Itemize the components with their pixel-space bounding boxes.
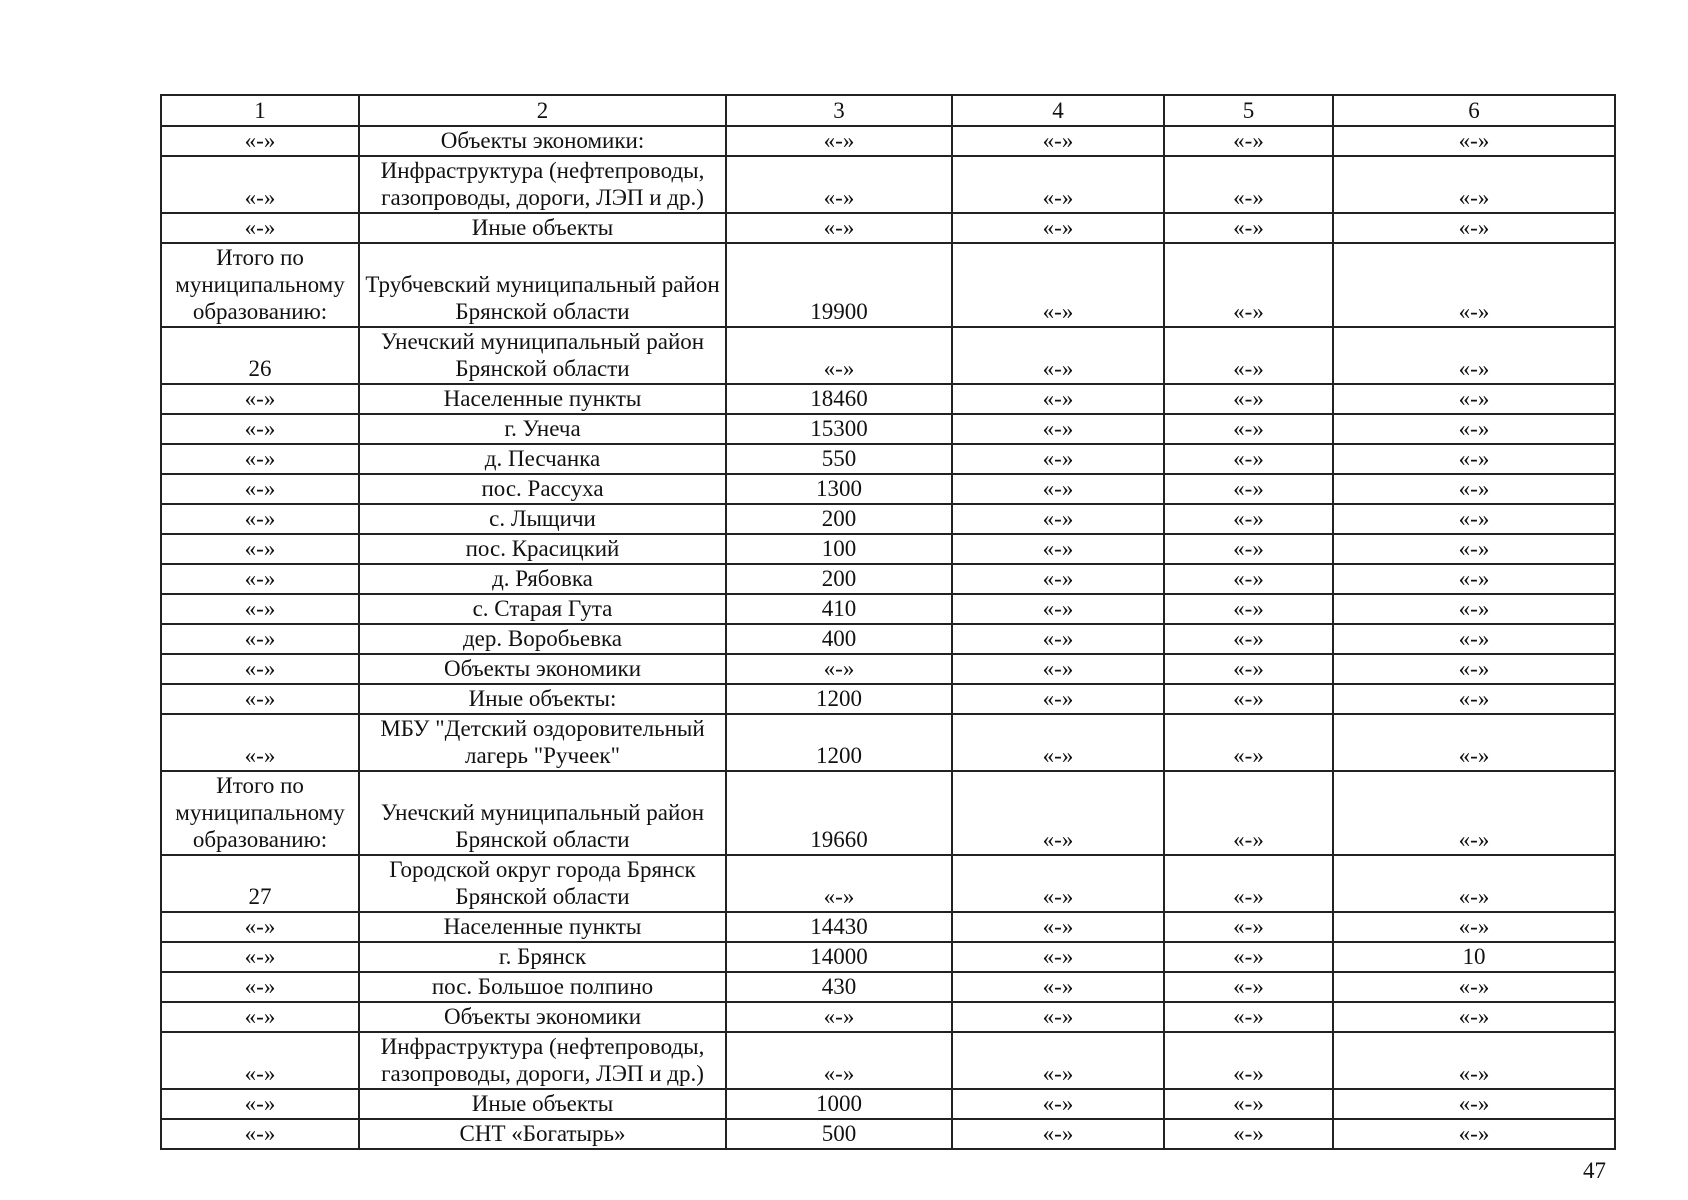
- table-cell-col-5: «-»: [1164, 126, 1333, 156]
- table-cell-col-6: «-»: [1333, 855, 1615, 912]
- table-cell-col-2: пос. Большое полпино: [359, 972, 726, 1002]
- table-cell-col-2: д. Рябовка: [359, 564, 726, 594]
- table-cell-col-4: «-»: [952, 504, 1164, 534]
- table-row: [161, 624, 1615, 654]
- table-cell-col-6: «-»: [1333, 972, 1615, 1002]
- table-cell-col-6: «-»: [1333, 444, 1615, 474]
- table-cell-col-3: 19660: [726, 771, 952, 855]
- table-cell-col-1: «-»: [161, 126, 359, 156]
- table-cell-col-6: «-»: [1333, 594, 1615, 624]
- table-cell-col-3: «-»: [726, 1002, 952, 1032]
- table-cell-col-3: 200: [726, 504, 952, 534]
- table-cell-col-2: Инфраструктура (нефтепроводы, газопроводы, дороги, ЛЭП и др.): [359, 1032, 726, 1089]
- table-cell-col-1: «-»: [161, 564, 359, 594]
- table-cell-col-4: «-»: [952, 534, 1164, 564]
- table-row: [161, 1002, 1615, 1032]
- table-cell-col-4: «-»: [952, 1089, 1164, 1119]
- table-cell-col-3: 1200: [726, 684, 952, 714]
- table-cell-col-6: «-»: [1333, 327, 1615, 384]
- table-cell-col-6: «-»: [1333, 1119, 1615, 1149]
- table-cell-col-6: «-»: [1333, 213, 1615, 243]
- table-cell-col-4: «-»: [952, 327, 1164, 384]
- table-cell-col-4: «-»: [952, 684, 1164, 714]
- table-cell-col-1: «-»: [161, 504, 359, 534]
- table-cell-col-6: «-»: [1333, 654, 1615, 684]
- table-cell-col-1: «-»: [161, 972, 359, 1002]
- table-cell-col-1: «-»: [161, 1119, 359, 1149]
- table-cell-col-5: «-»: [1164, 942, 1333, 972]
- table-cell-col-1: «-»: [161, 534, 359, 564]
- table-cell-col-5: «-»: [1164, 243, 1333, 327]
- table-row: [161, 1119, 1615, 1149]
- table-cell-col-5: «-»: [1164, 654, 1333, 684]
- table-cell-col-6: «-»: [1333, 912, 1615, 942]
- table-row: [161, 504, 1615, 534]
- table-row: [161, 156, 1615, 213]
- table-row: [161, 444, 1615, 474]
- table-cell-col-6: «-»: [1333, 504, 1615, 534]
- table-cell-col-3: 1300: [726, 474, 952, 504]
- table-cell-col-1: 26: [161, 327, 359, 384]
- table-cell-col-4: «-»: [952, 213, 1164, 243]
- table-cell-col-5: «-»: [1164, 1032, 1333, 1089]
- table-cell-col-1: «-»: [161, 594, 359, 624]
- table-cell-col-2: Инфраструктура (нефтепроводы, газопроводы, дороги, ЛЭП и др.): [359, 156, 726, 213]
- table-cell-col-6: «-»: [1333, 534, 1615, 564]
- table-cell-col-2: дер. Воробьевка: [359, 624, 726, 654]
- table-row: [161, 1089, 1615, 1119]
- table-cell-col-6: «-»: [1333, 414, 1615, 444]
- table-cell-col-4: «-»: [952, 942, 1164, 972]
- table-cell-col-6: «-»: [1333, 243, 1615, 327]
- table-cell-col-5: «-»: [1164, 327, 1333, 384]
- table-cell-col-6: «-»: [1333, 474, 1615, 504]
- table-cell-col-1: «-»: [161, 1089, 359, 1119]
- table-cell-col-5: «-»: [1164, 855, 1333, 912]
- table-cell-col-5: «-»: [1164, 213, 1333, 243]
- table-cell-col-3: 18460: [726, 384, 952, 414]
- table-cell-col-4: «-»: [952, 1032, 1164, 1089]
- table-cell-col-3: 14000: [726, 942, 952, 972]
- table-cell-col-6: «-»: [1333, 684, 1615, 714]
- table-cell-col-5: «-»: [1164, 156, 1333, 213]
- table-cell-col-6: 10: [1333, 942, 1615, 972]
- table-cell-col-3: 15300: [726, 414, 952, 444]
- table-cell-col-6: «-»: [1333, 564, 1615, 594]
- table-row: [161, 213, 1615, 243]
- table-cell-col-2: Унечский муниципальный район Брянской области: [359, 327, 726, 384]
- table-cell-col-1: Итого по муниципальному образованию:: [161, 771, 359, 855]
- table-cell-col-2: пос. Рассуха: [359, 474, 726, 504]
- table-cell-col-6: «-»: [1333, 1002, 1615, 1032]
- table-row: [161, 855, 1615, 912]
- table-cell-col-1: Итого по муниципальному образованию:: [161, 243, 359, 327]
- table-cell-col-5: «-»: [1164, 912, 1333, 942]
- table-cell-col-2: д. Песчанка: [359, 444, 726, 474]
- table-cell-col-3: «-»: [726, 126, 952, 156]
- table-cell-col-6: «-»: [1333, 1032, 1615, 1089]
- table-cell-col-4: «-»: [952, 855, 1164, 912]
- table-cell-col-2: с. Старая Гута: [359, 594, 726, 624]
- table-cell-col-1: 27: [161, 855, 359, 912]
- table-cell-col-6: «-»: [1333, 384, 1615, 414]
- table-cell-col-3: «-»: [726, 855, 952, 912]
- table-cell-col-4: «-»: [952, 1002, 1164, 1032]
- table-cell-col-1: «-»: [161, 684, 359, 714]
- table-cell-col-4: «-»: [952, 474, 1164, 504]
- table-cell-col-2: Населенные пункты: [359, 384, 726, 414]
- table-cell-col-2: СНТ «Богатырь»: [359, 1119, 726, 1149]
- header-row: [161, 95, 1615, 126]
- table-cell-col-3: «-»: [726, 327, 952, 384]
- table-cell-col-5: «-»: [1164, 714, 1333, 771]
- table-cell-col-4: «-»: [952, 912, 1164, 942]
- table-row: [161, 654, 1615, 684]
- table-cell-col-4: «-»: [952, 654, 1164, 684]
- table-cell-col-5: «-»: [1164, 972, 1333, 1002]
- table-cell-col-1: «-»: [161, 1002, 359, 1032]
- table-row: [161, 564, 1615, 594]
- table-cell-col-2: Объекты экономики:: [359, 126, 726, 156]
- table-cell-col-3: «-»: [726, 1032, 952, 1089]
- table-row: [161, 942, 1615, 972]
- table-cell-col-3: 1200: [726, 714, 952, 771]
- table-cell-col-5: «-»: [1164, 504, 1333, 534]
- table-cell-col-2: Унечский муниципальный район Брянской области: [359, 771, 726, 855]
- table-cell-col-5: «-»: [1164, 444, 1333, 474]
- table-row: [161, 1032, 1615, 1089]
- header-cell-3: 3: [726, 95, 952, 126]
- table-cell-col-2: Иные объекты: [359, 213, 726, 243]
- table-cell-col-3: 19900: [726, 243, 952, 327]
- table-cell-col-3: «-»: [726, 213, 952, 243]
- table-cell-col-2: г. Брянск: [359, 942, 726, 972]
- table-row: [161, 771, 1615, 855]
- table-cell-col-4: «-»: [952, 564, 1164, 594]
- table-cell-col-4: «-»: [952, 714, 1164, 771]
- table-cell-col-1: «-»: [161, 912, 359, 942]
- table-cell-col-3: «-»: [726, 654, 952, 684]
- header-cell-6: 6: [1333, 95, 1615, 126]
- table-row: [161, 714, 1615, 771]
- table-row: [161, 534, 1615, 564]
- table-cell-col-1: «-»: [161, 384, 359, 414]
- table-cell-col-1: «-»: [161, 414, 359, 444]
- table-cell-col-3: 410: [726, 594, 952, 624]
- table-cell-col-2: Иные объекты:: [359, 684, 726, 714]
- table-cell-col-6: «-»: [1333, 714, 1615, 771]
- table-cell-col-2: Населенные пункты: [359, 912, 726, 942]
- table-row: [161, 972, 1615, 1002]
- table-cell-col-1: «-»: [161, 624, 359, 654]
- table-cell-col-3: 1000: [726, 1089, 952, 1119]
- page-number: 47: [1583, 1158, 1606, 1183]
- table-cell-col-4: «-»: [952, 126, 1164, 156]
- table-cell-col-5: «-»: [1164, 414, 1333, 444]
- table-cell-col-3: 400: [726, 624, 952, 654]
- table-cell-col-2: Объекты экономики: [359, 654, 726, 684]
- table-cell-col-5: «-»: [1164, 474, 1333, 504]
- table-cell-col-3: 100: [726, 534, 952, 564]
- table-cell-col-1: «-»: [161, 474, 359, 504]
- table-cell-col-2: г. Унеча: [359, 414, 726, 444]
- table-cell-col-5: «-»: [1164, 1002, 1333, 1032]
- table-cell-col-3: «-»: [726, 156, 952, 213]
- table-row: [161, 126, 1615, 156]
- data-table: [160, 94, 1616, 1150]
- table-cell-col-4: «-»: [952, 771, 1164, 855]
- table-cell-col-4: «-»: [952, 243, 1164, 327]
- table-body: [161, 126, 1615, 1149]
- table-row: [161, 912, 1615, 942]
- table-cell-col-5: «-»: [1164, 1119, 1333, 1149]
- table-row: [161, 594, 1615, 624]
- table-cell-col-4: «-»: [952, 972, 1164, 1002]
- table-cell-col-4: «-»: [952, 594, 1164, 624]
- table-cell-col-5: «-»: [1164, 624, 1333, 654]
- header-cell-1: 1: [161, 95, 359, 126]
- table-cell-col-5: «-»: [1164, 684, 1333, 714]
- table-cell-col-4: «-»: [952, 384, 1164, 414]
- table-cell-col-5: «-»: [1164, 594, 1333, 624]
- table-row: [161, 243, 1615, 327]
- table-cell-col-1: «-»: [161, 714, 359, 771]
- table-cell-col-3: 500: [726, 1119, 952, 1149]
- table-cell-col-3: 550: [726, 444, 952, 474]
- table-cell-col-1: «-»: [161, 654, 359, 684]
- table-cell-col-4: «-»: [952, 156, 1164, 213]
- table-cell-col-4: «-»: [952, 444, 1164, 474]
- table-cell-col-4: «-»: [952, 414, 1164, 444]
- table-cell-col-5: «-»: [1164, 771, 1333, 855]
- table-cell-col-1: «-»: [161, 1032, 359, 1089]
- table-cell-col-6: «-»: [1333, 624, 1615, 654]
- table-cell-col-1: «-»: [161, 444, 359, 474]
- table-row: [161, 684, 1615, 714]
- table-cell-col-4: «-»: [952, 1119, 1164, 1149]
- table-row: [161, 474, 1615, 504]
- table-cell-col-1: «-»: [161, 942, 359, 972]
- table-cell-col-4: «-»: [952, 624, 1164, 654]
- header-cell-5: 5: [1164, 95, 1333, 126]
- table-cell-col-6: «-»: [1333, 156, 1615, 213]
- table-cell-col-2: с. Лыщичи: [359, 504, 726, 534]
- table-row: [161, 384, 1615, 414]
- header-cell-2: 2: [359, 95, 726, 126]
- table-cell-col-5: «-»: [1164, 1089, 1333, 1119]
- table-row: [161, 414, 1615, 444]
- table-cell-col-5: «-»: [1164, 564, 1333, 594]
- table-cell-col-1: «-»: [161, 156, 359, 213]
- table-cell-col-6: «-»: [1333, 771, 1615, 855]
- table-cell-col-1: «-»: [161, 213, 359, 243]
- table-cell-col-2: МБУ "Детский оздоровительный лагерь "Ручеек": [359, 714, 726, 771]
- table-cell-col-6: «-»: [1333, 1089, 1615, 1119]
- table-cell-col-3: 200: [726, 564, 952, 594]
- table-cell-col-2: Иные объекты: [359, 1089, 726, 1119]
- table-cell-col-2: пос. Красицкий: [359, 534, 726, 564]
- table-row: [161, 327, 1615, 384]
- table-cell-col-2: Трубчевский муниципальный район Брянской области: [359, 243, 726, 327]
- table-cell-col-3: 14430: [726, 912, 952, 942]
- table-cell-col-5: «-»: [1164, 384, 1333, 414]
- table-cell-col-2: Городской округ города Брянск Брянской области: [359, 855, 726, 912]
- table-cell-col-3: 430: [726, 972, 952, 1002]
- table-cell-col-5: «-»: [1164, 534, 1333, 564]
- table-cell-col-6: «-»: [1333, 126, 1615, 156]
- table-cell-col-2: Объекты экономики: [359, 1002, 726, 1032]
- header-cell-4: 4: [952, 95, 1164, 126]
